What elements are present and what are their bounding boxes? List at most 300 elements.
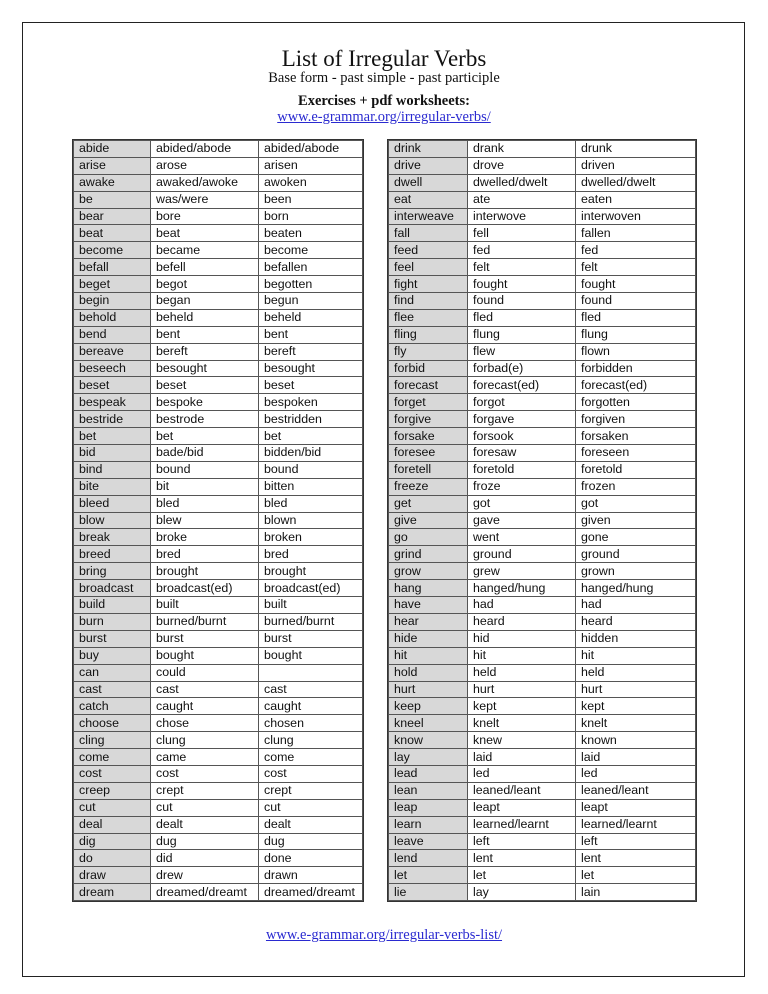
table-row [74, 850, 363, 867]
past-participle-cell: interwoven [576, 208, 696, 225]
base-form-cell: hold [389, 664, 468, 681]
base-form-cell: have [389, 597, 468, 614]
base-form-cell: bite [74, 478, 151, 495]
past-simple-cell: bought [151, 647, 259, 664]
past-participle-cell: cut [259, 799, 363, 816]
table-row [389, 293, 696, 310]
past-participle-cell: abided/abode [259, 141, 363, 158]
table-row [389, 428, 696, 445]
table-row [389, 377, 696, 394]
past-participle-cell: bent [259, 326, 363, 343]
past-simple-cell: interwove [468, 208, 576, 225]
past-simple-cell: forsook [468, 428, 576, 445]
exercises-heading: Exercises + pdf worksheets: [298, 93, 470, 109]
past-simple-cell: knew [468, 732, 576, 749]
base-form-cell: bind [74, 461, 151, 478]
base-form-cell: cling [74, 732, 151, 749]
base-form-cell: keep [389, 698, 468, 715]
table-row [389, 664, 696, 681]
table-row [389, 445, 696, 462]
past-simple-cell: gave [468, 512, 576, 529]
past-participle-cell: foreseen [576, 445, 696, 462]
table-row [389, 563, 696, 580]
past-simple-cell: drove [468, 157, 576, 174]
past-participle-cell: gone [576, 529, 696, 546]
past-simple-cell: grew [468, 563, 576, 580]
past-simple-cell: burst [151, 630, 259, 647]
table-row [389, 174, 696, 191]
table-row [389, 461, 696, 478]
base-form-cell: drive [389, 157, 468, 174]
past-participle-cell: driven [576, 157, 696, 174]
past-simple-cell: caught [151, 698, 259, 715]
base-form-cell: cast [74, 681, 151, 698]
base-form-cell: cost [74, 765, 151, 782]
base-form-cell: bet [74, 428, 151, 445]
table-row [389, 141, 696, 158]
past-simple-cell: awaked/awoke [151, 174, 259, 191]
table-row [74, 546, 363, 563]
past-simple-cell: went [468, 529, 576, 546]
base-form-cell: get [389, 495, 468, 512]
past-simple-cell: abided/abode [151, 141, 259, 158]
base-form-cell: flee [389, 309, 468, 326]
table-row [74, 309, 363, 326]
table-row [389, 242, 696, 259]
table-row [74, 242, 363, 259]
base-form-cell: blow [74, 512, 151, 529]
base-form-cell: awake [74, 174, 151, 191]
base-form-cell: learn [389, 816, 468, 833]
past-participle-cell: forgiven [576, 411, 696, 428]
base-form-cell: beset [74, 377, 151, 394]
past-participle-cell: lent [576, 850, 696, 867]
past-simple-cell: dug [151, 833, 259, 850]
table-row [389, 225, 696, 242]
past-simple-cell: laid [468, 749, 576, 766]
past-participle-cell: eaten [576, 191, 696, 208]
past-simple-cell: cost [151, 765, 259, 782]
table-row [74, 597, 363, 614]
table-row [74, 698, 363, 715]
past-participle-cell: drunk [576, 141, 696, 158]
past-participle-cell: built [259, 597, 363, 614]
past-simple-cell: got [468, 495, 576, 512]
past-participle-cell: cost [259, 765, 363, 782]
table-row [74, 157, 363, 174]
table-row [74, 664, 363, 681]
table-row [74, 512, 363, 529]
table-row [74, 816, 363, 833]
past-participle-cell: heard [576, 613, 696, 630]
past-participle-cell: fallen [576, 225, 696, 242]
table-row [389, 580, 696, 597]
past-simple-cell: was/were [151, 191, 259, 208]
table-row [389, 512, 696, 529]
past-simple-cell: bore [151, 208, 259, 225]
past-participle-cell: learned/learnt [576, 816, 696, 833]
base-form-cell: fling [389, 326, 468, 343]
base-form-cell: bleed [74, 495, 151, 512]
past-participle-cell: done [259, 850, 363, 867]
table-row [389, 816, 696, 833]
past-participle-cell: bred [259, 546, 363, 563]
past-simple-cell: bound [151, 461, 259, 478]
past-simple-cell: hid [468, 630, 576, 647]
base-form-cell: do [74, 850, 151, 867]
table-row [74, 377, 363, 394]
base-form-cell: know [389, 732, 468, 749]
past-participle-cell: burned/burnt [259, 613, 363, 630]
past-simple-cell: bred [151, 546, 259, 563]
past-simple-cell: fled [468, 309, 576, 326]
base-form-cell: lean [389, 782, 468, 799]
base-form-cell: break [74, 529, 151, 546]
table-row [74, 360, 363, 377]
base-form-cell: lend [389, 850, 468, 867]
table-row [74, 613, 363, 630]
past-simple-cell: hurt [468, 681, 576, 698]
base-form-cell: build [74, 597, 151, 614]
past-simple-cell: leapt [468, 799, 576, 816]
base-form-cell: beget [74, 276, 151, 293]
base-form-cell: forget [389, 394, 468, 411]
past-simple-cell: hit [468, 647, 576, 664]
table-row [389, 884, 696, 901]
base-form-cell: give [389, 512, 468, 529]
past-simple-cell: chose [151, 715, 259, 732]
base-form-cell: interweave [389, 208, 468, 225]
base-form-cell: forbid [389, 360, 468, 377]
table-row [74, 715, 363, 732]
table-row [389, 343, 696, 360]
base-form-cell: eat [389, 191, 468, 208]
past-participle-cell: been [259, 191, 363, 208]
past-simple-cell: could [151, 664, 259, 681]
past-participle-cell: forsaken [576, 428, 696, 445]
table-row [74, 765, 363, 782]
page-subtitle: Base form - past simple - past participle [268, 70, 500, 86]
table-row [389, 799, 696, 816]
past-participle-cell: given [576, 512, 696, 529]
base-form-cell: burst [74, 630, 151, 647]
table-row [389, 765, 696, 782]
table-row [74, 293, 363, 310]
base-form-cell: bereave [74, 343, 151, 360]
past-participle-cell: burst [259, 630, 363, 647]
past-simple-cell: dwelled/dwelt [468, 174, 576, 191]
past-simple-cell: felt [468, 259, 576, 276]
past-participle-cell: begun [259, 293, 363, 310]
past-participle-cell: laid [576, 749, 696, 766]
base-form-cell: bring [74, 563, 151, 580]
base-form-cell: beat [74, 225, 151, 242]
past-simple-cell: left [468, 833, 576, 850]
base-form-cell: become [74, 242, 151, 259]
past-simple-cell: dreamed/dreamt [151, 884, 259, 901]
footer-link[interactable]: www.e-grammar.org/irregular-verbs-list/ [265, 927, 503, 943]
past-simple-cell: crept [151, 782, 259, 799]
past-simple-cell: fell [468, 225, 576, 242]
past-simple-cell: foretold [468, 461, 576, 478]
base-form-cell: burn [74, 613, 151, 630]
past-simple-cell: broke [151, 529, 259, 546]
base-form-cell: foresee [389, 445, 468, 462]
past-simple-cell: lent [468, 850, 576, 867]
base-form-cell: forecast [389, 377, 468, 394]
base-form-cell: abide [74, 141, 151, 158]
past-simple-cell: let [468, 867, 576, 884]
past-participle-cell: awoken [259, 174, 363, 191]
base-form-cell: beseech [74, 360, 151, 377]
past-participle-cell: bled [259, 495, 363, 512]
table-row [389, 681, 696, 698]
past-simple-cell: hanged/hung [468, 580, 576, 597]
past-simple-cell: became [151, 242, 259, 259]
table-row [389, 732, 696, 749]
table-row [74, 461, 363, 478]
base-form-cell: freeze [389, 478, 468, 495]
past-simple-cell: forbad(e) [468, 360, 576, 377]
past-participle-cell: hanged/hung [576, 580, 696, 597]
base-form-cell: grind [389, 546, 468, 563]
past-simple-cell: begot [151, 276, 259, 293]
past-simple-cell: built [151, 597, 259, 614]
table-row [389, 833, 696, 850]
past-simple-cell: broadcast(ed) [151, 580, 259, 597]
base-form-cell: hit [389, 647, 468, 664]
past-participle-cell: arisen [259, 157, 363, 174]
past-simple-cell: flung [468, 326, 576, 343]
table-row [389, 597, 696, 614]
past-participle-cell: broadcast(ed) [259, 580, 363, 597]
past-participle-cell: beheld [259, 309, 363, 326]
base-form-cell: let [389, 867, 468, 884]
past-participle-cell: bidden/bid [259, 445, 363, 462]
base-form-cell: bear [74, 208, 151, 225]
table-row [389, 259, 696, 276]
base-form-cell: be [74, 191, 151, 208]
past-participle-cell: leaned/leant [576, 782, 696, 799]
past-simple-cell: bade/bid [151, 445, 259, 462]
past-simple-cell: drew [151, 867, 259, 884]
past-simple-cell: fought [468, 276, 576, 293]
base-form-cell: kneel [389, 715, 468, 732]
base-form-cell: feed [389, 242, 468, 259]
table-row [389, 613, 696, 630]
past-participle-cell: hit [576, 647, 696, 664]
table-row [389, 478, 696, 495]
past-participle-cell: forecast(ed) [576, 377, 696, 394]
base-form-cell: bid [74, 445, 151, 462]
past-participle-cell: crept [259, 782, 363, 799]
past-simple-cell: bet [151, 428, 259, 445]
table-row [389, 208, 696, 225]
past-simple-cell: had [468, 597, 576, 614]
table-row [389, 749, 696, 766]
table-row [74, 191, 363, 208]
worksheets-link[interactable]: www.e-grammar.org/irregular-verbs/ [277, 109, 491, 125]
base-form-cell: creep [74, 782, 151, 799]
past-participle-cell: ground [576, 546, 696, 563]
past-simple-cell: clung [151, 732, 259, 749]
past-simple-cell: befell [151, 259, 259, 276]
past-simple-cell: came [151, 749, 259, 766]
table-row [389, 782, 696, 799]
table-row [74, 749, 363, 766]
past-participle-cell: lain [576, 884, 696, 901]
table-row [74, 428, 363, 445]
table-row [74, 799, 363, 816]
past-participle-cell [259, 664, 363, 681]
base-form-cell: cut [74, 799, 151, 816]
table-row [74, 343, 363, 360]
table-row [74, 225, 363, 242]
past-participle-cell: bound [259, 461, 363, 478]
past-participle-cell: left [576, 833, 696, 850]
past-simple-cell: arose [151, 157, 259, 174]
base-form-cell: leap [389, 799, 468, 816]
past-participle-cell: led [576, 765, 696, 782]
past-simple-cell: led [468, 765, 576, 782]
past-simple-cell: cut [151, 799, 259, 816]
past-participle-cell: bought [259, 647, 363, 664]
past-participle-cell: beset [259, 377, 363, 394]
past-simple-cell: bestrode [151, 411, 259, 428]
past-participle-cell: found [576, 293, 696, 310]
past-participle-cell: cast [259, 681, 363, 698]
past-simple-cell: burned/burnt [151, 613, 259, 630]
table-row [74, 647, 363, 664]
base-form-cell: fight [389, 276, 468, 293]
verbs-table-left [73, 140, 363, 901]
table-row [74, 580, 363, 597]
past-participle-cell: brought [259, 563, 363, 580]
table-row [74, 141, 363, 158]
table-row [74, 411, 363, 428]
table-row [389, 529, 696, 546]
base-form-cell: broadcast [74, 580, 151, 597]
past-participle-cell: begotten [259, 276, 363, 293]
past-participle-cell: flung [576, 326, 696, 343]
past-simple-cell: bespoke [151, 394, 259, 411]
past-participle-cell: grown [576, 563, 696, 580]
base-form-cell: drink [389, 141, 468, 158]
past-participle-cell: held [576, 664, 696, 681]
base-form-cell: draw [74, 867, 151, 884]
table-row [74, 833, 363, 850]
past-simple-cell: found [468, 293, 576, 310]
past-simple-cell: bled [151, 495, 259, 512]
table-row [389, 867, 696, 884]
past-simple-cell: leaned/leant [468, 782, 576, 799]
past-simple-cell: forgot [468, 394, 576, 411]
table-row [74, 782, 363, 799]
past-simple-cell: lay [468, 884, 576, 901]
past-participle-cell: broken [259, 529, 363, 546]
base-form-cell: choose [74, 715, 151, 732]
past-simple-cell: brought [151, 563, 259, 580]
past-participle-cell: got [576, 495, 696, 512]
base-form-cell: grow [389, 563, 468, 580]
past-simple-cell: began [151, 293, 259, 310]
base-form-cell: go [389, 529, 468, 546]
table-row [389, 495, 696, 512]
table-row [74, 276, 363, 293]
base-form-cell: catch [74, 698, 151, 715]
table-row [389, 411, 696, 428]
past-simple-cell: ate [468, 191, 576, 208]
table-row [389, 698, 696, 715]
table-row [74, 681, 363, 698]
past-participle-cell: frozen [576, 478, 696, 495]
table-row [74, 884, 363, 901]
past-simple-cell: beset [151, 377, 259, 394]
base-form-cell: foretell [389, 461, 468, 478]
past-participle-cell: drawn [259, 867, 363, 884]
past-simple-cell: bit [151, 478, 259, 495]
past-simple-cell: fed [468, 242, 576, 259]
table-row [74, 563, 363, 580]
past-participle-cell: flown [576, 343, 696, 360]
past-simple-cell: drank [468, 141, 576, 158]
past-participle-cell: let [576, 867, 696, 884]
base-form-cell: behold [74, 309, 151, 326]
base-form-cell: dwell [389, 174, 468, 191]
table-row [389, 309, 696, 326]
past-simple-cell: did [151, 850, 259, 867]
past-participle-cell: had [576, 597, 696, 614]
table-row [74, 478, 363, 495]
base-form-cell: breed [74, 546, 151, 563]
table-row [389, 647, 696, 664]
past-participle-cell: bereft [259, 343, 363, 360]
past-participle-cell: knelt [576, 715, 696, 732]
past-simple-cell: kept [468, 698, 576, 715]
table-row [74, 208, 363, 225]
base-form-cell: fall [389, 225, 468, 242]
past-participle-cell: known [576, 732, 696, 749]
past-participle-cell: chosen [259, 715, 363, 732]
base-form-cell: lay [389, 749, 468, 766]
past-participle-cell: bitten [259, 478, 363, 495]
past-simple-cell: bent [151, 326, 259, 343]
table-row [74, 630, 363, 647]
table-row [74, 445, 363, 462]
past-simple-cell: forecast(ed) [468, 377, 576, 394]
table-row [389, 157, 696, 174]
past-participle-cell: bet [259, 428, 363, 445]
base-form-cell: forsake [389, 428, 468, 445]
base-form-cell: dream [74, 884, 151, 901]
base-form-cell: bend [74, 326, 151, 343]
past-participle-cell: bestridden [259, 411, 363, 428]
base-form-cell: deal [74, 816, 151, 833]
past-simple-cell: besought [151, 360, 259, 377]
table-row [389, 326, 696, 343]
past-simple-cell: forgave [468, 411, 576, 428]
verbs-table-right [388, 140, 696, 901]
base-form-cell: buy [74, 647, 151, 664]
past-simple-cell: flew [468, 343, 576, 360]
past-simple-cell: bereft [151, 343, 259, 360]
past-simple-cell: blew [151, 512, 259, 529]
table-row [389, 546, 696, 563]
table-row [74, 394, 363, 411]
base-form-cell: bestride [74, 411, 151, 428]
past-participle-cell: bespoken [259, 394, 363, 411]
table-row [74, 495, 363, 512]
